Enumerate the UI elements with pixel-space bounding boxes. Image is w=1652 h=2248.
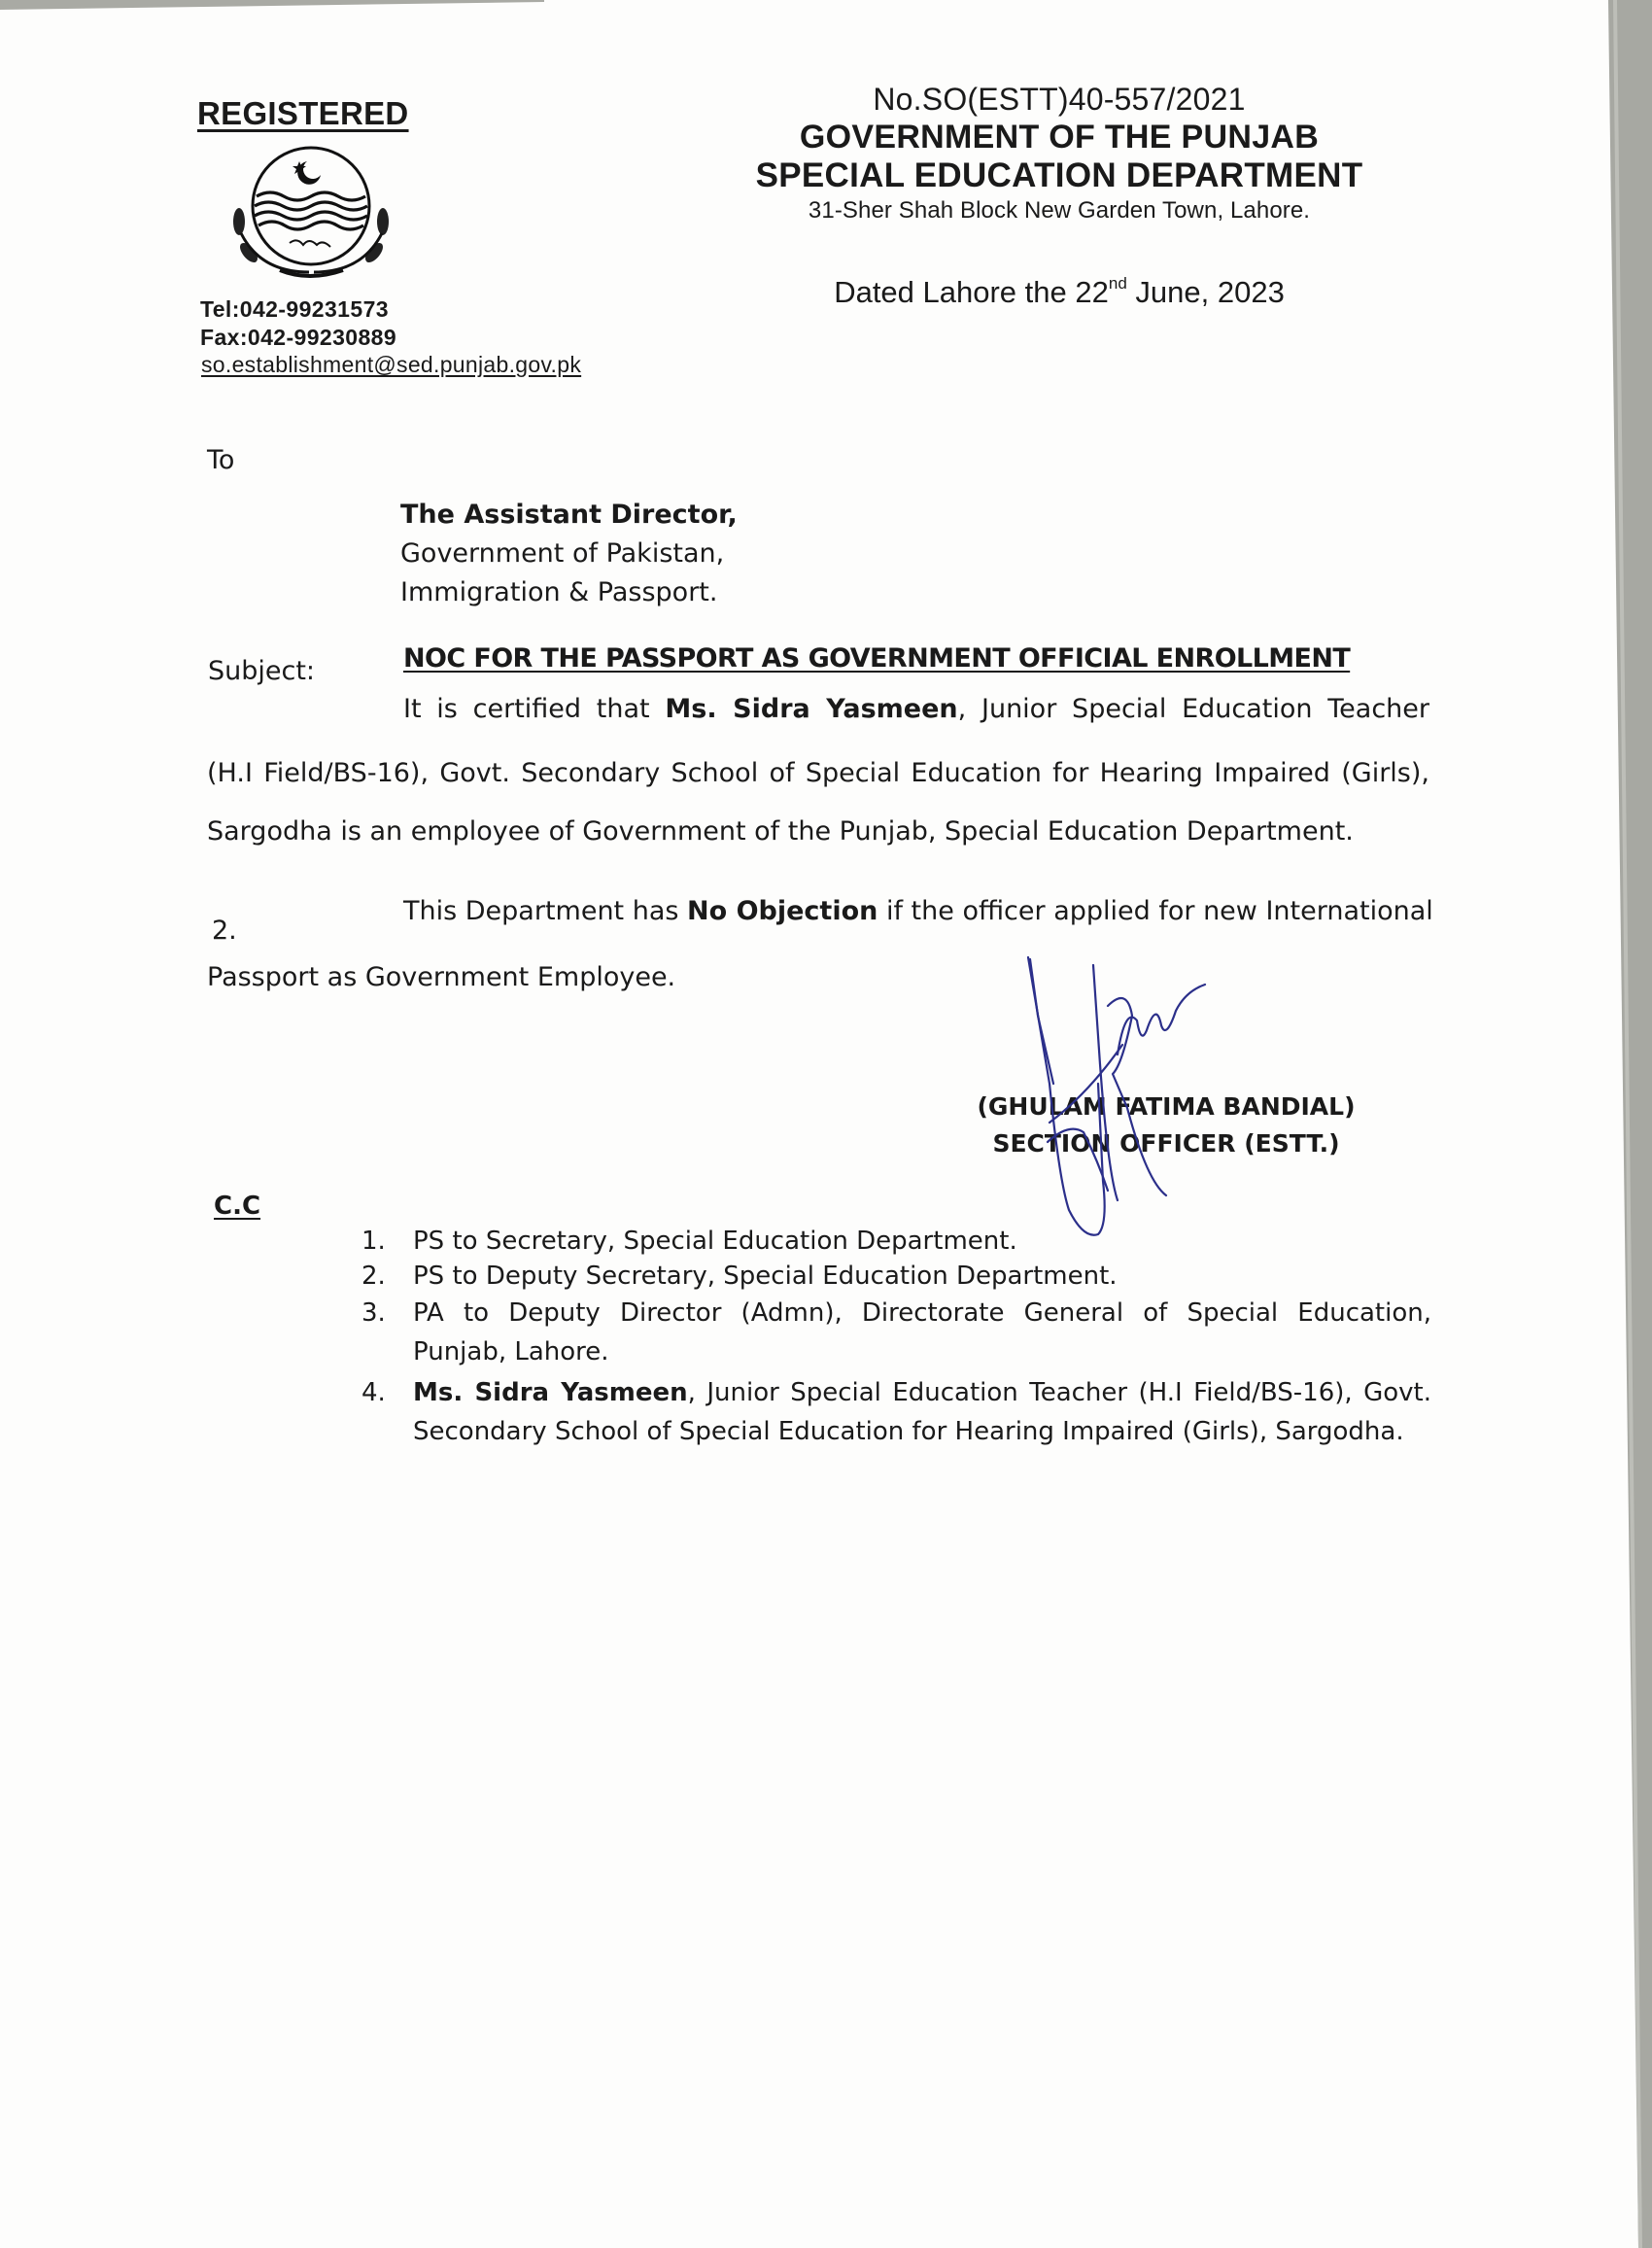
- reference-number: No.SO(ESTT)40-557/2021: [873, 82, 1246, 117]
- cc-label: C.C: [214, 1192, 261, 1221]
- no-objection-text: No Objection: [687, 896, 878, 926]
- p1-intro: It is certified that: [403, 694, 666, 724]
- telephone-number: Tel:042-99231573: [200, 296, 389, 322]
- cc-item-text-rest: , Junior Special Education Teacher (H.I Field/BS-16), Govt.: [687, 1378, 1432, 1407]
- cc-item-number: 3.: [361, 1298, 386, 1328]
- scan-edge-top: [0, 0, 1652, 12]
- date-rest: June, 2023: [1126, 275, 1285, 309]
- cc-item-text: PS to Secretary, Special Education Department.: [413, 1227, 1017, 1256]
- department-heading: SPECIAL EDUCATION DEPARTMENT: [755, 156, 1363, 194]
- paragraph-2-number: 2.: [212, 916, 237, 946]
- scan-edge-right: [1594, 0, 1652, 2248]
- cc-item-number: 4.: [361, 1378, 386, 1407]
- government-heading: GOVERNMENT OF THE PUNJAB: [799, 119, 1320, 156]
- cc-item-text-line-2: Punjab, Lahore.: [413, 1337, 609, 1366]
- recipient-office: Immigration & Passport.: [400, 577, 718, 607]
- p2-start: This Department has: [403, 896, 688, 926]
- cc-item-number: 2.: [361, 1262, 386, 1291]
- cc-item-text: [413, 1378, 1431, 1407]
- cc-item-text: PS to Deputy Secretary, Special Education Department.: [413, 1262, 1118, 1291]
- paragraph-2-line-2: Passport as Government Employee.: [207, 962, 676, 992]
- recipient-organization: Government of Pakistan,: [400, 538, 725, 569]
- department-address: 31-Sher Shah Block New Garden Town, Lahore.: [808, 197, 1311, 224]
- subject-text: NOC FOR THE PASSPORT AS GOVERNMENT OFFICIAL ENROLLMENT: [403, 643, 1351, 674]
- cc-item-text-line-2: Secondary School of Special Education for Hearing Impaired (Girls), Sargodha.: [413, 1417, 1404, 1446]
- subject-label: Subject:: [208, 656, 316, 686]
- p2-line1-rest: if the officer applied for new International: [878, 896, 1433, 926]
- paragraph-1-line-1: [403, 694, 1429, 724]
- cc-item-text: PA to Deputy Director (Admn), Directorate General of Special Education,: [413, 1298, 1431, 1328]
- handwritten-signature: [1011, 948, 1234, 1249]
- paragraph-2-line-1: [403, 896, 1433, 926]
- punjab-government-logo: [222, 146, 401, 287]
- signatory-title: SECTION OFFICER (ESTT.): [992, 1129, 1340, 1158]
- registered-label: REGISTERED: [197, 95, 409, 131]
- date-prefix: Dated Lahore the 22: [834, 275, 1109, 309]
- email-link[interactable]: so.establishment@sed.punjab.gov.pk: [201, 352, 582, 377]
- cc-employee-name: Ms. Sidra Yasmeen: [413, 1378, 688, 1407]
- letter-date: [719, 274, 1399, 310]
- recipient-title: The Assistant Director,: [400, 500, 738, 530]
- signatory-name: (GHULAM FATIMA BANDIAL): [977, 1092, 1356, 1121]
- paragraph-1-line-2: (H.I Field/BS-16), Govt. Secondary School of Special Education for Hearing Impaired (Girls),: [207, 758, 1429, 788]
- paragraph-1-line-3: Sargodha is an employee of Government of the Punjab, Special Education Department.: [207, 816, 1354, 847]
- date-ordinal-suffix: nd: [1108, 274, 1127, 293]
- to-label: To: [207, 445, 235, 475]
- employee-name: Ms. Sidra Yasmeen: [665, 694, 958, 724]
- fax-number: Fax:042-99230889: [200, 325, 397, 350]
- cc-item-number: 1.: [361, 1227, 386, 1256]
- p1-line1-rest: , Junior Special Education Teacher: [957, 694, 1430, 724]
